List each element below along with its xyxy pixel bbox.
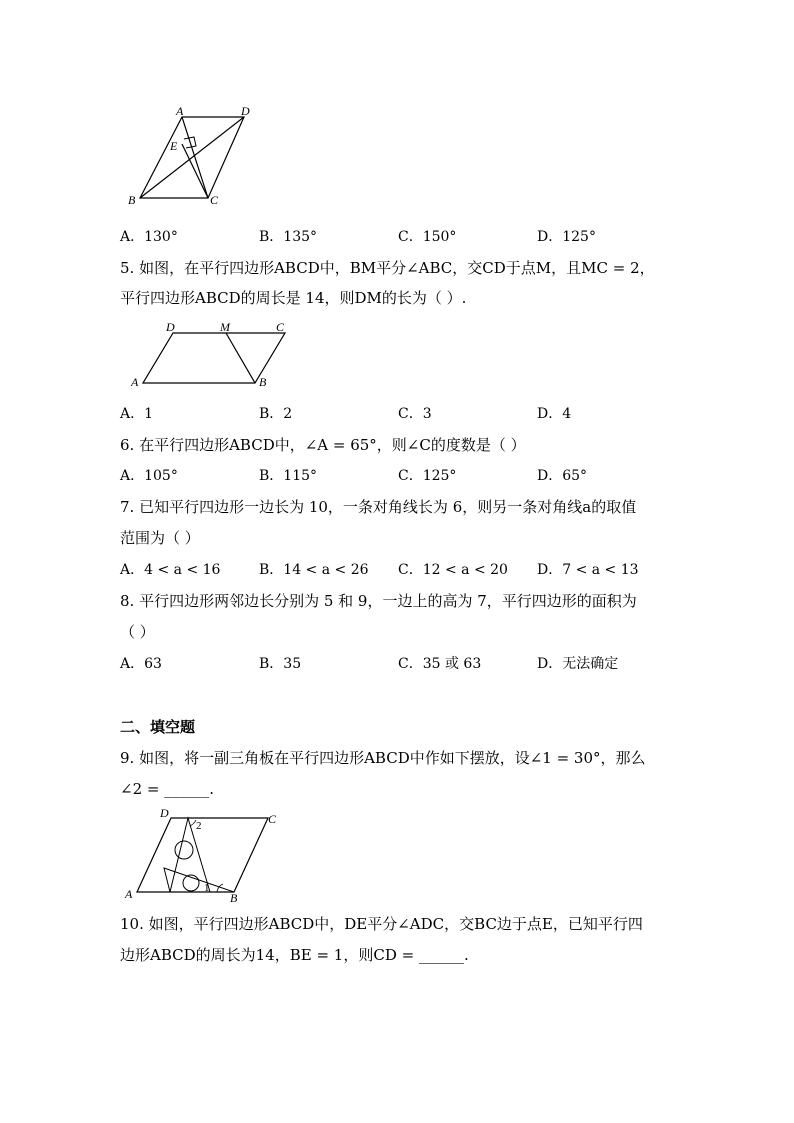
q7-option-a: A．4 < a < 16 [120,562,221,578]
q5-option-d: D．4 [537,406,572,422]
q8-option-d: D．无法确定 [537,656,619,672]
q10-text-line1: 10. 如图，平行四边形ABCD中，DE平分∠ADC，交BC边于点E，已知平行四 [120,915,643,933]
q5-option-a: A．1 [120,406,154,422]
q9-text-line2: ∠2 = ______. [120,780,214,798]
segment-ce [182,144,208,198]
q8-option-a: A．63 [120,656,162,672]
label-C: C [276,320,285,334]
q4-option-a: A．130° [120,229,178,245]
q10-text-line2: 边形ABCD的周长为14，BE = 1，则CD = ______. [120,946,469,964]
segment-ae [182,117,208,198]
section-heading: 二、填空题 [120,718,196,736]
q8-text-line1: 8. 平行四边形两邻边长分别为 5 和 9，一边上的高为 7，平行四边形的面积为 [120,592,637,610]
q7-option-d: D．7 < a < 13 [537,562,639,578]
q8-text-line2: （ ） [120,623,155,641]
diagonal-bd [140,117,244,198]
q7-option-c: C．12 < a < 20 [398,562,508,578]
label-C: C [268,812,277,826]
angle-label-1: 1 [204,882,210,894]
label-A: A [176,104,184,118]
label-E: E [170,139,178,153]
q7-text-line1: 7. 已知平行四边形一边长为 10，一条对角线长为 6，则另一条对角线a的取值 [120,498,637,516]
q5-option-c: C．3 [398,406,432,422]
label-B: B [259,375,267,389]
q5-option-b: B．2 [259,406,293,422]
angle-label-2: 2 [196,820,202,832]
q6-option-a: A．105° [120,468,178,484]
label-B: B [230,891,238,905]
q5-text-line2: 平行四边形ABCD的周长是 14，则DM的长为（ ）. [120,289,467,307]
figure-q5 [128,318,298,393]
q6-option-c: C．125° [398,468,457,484]
figure-q4 [120,100,280,210]
q9-text-line1: 9. 如图，将一副三角板在平行四边形ABCD中作如下摆放，设∠1 = 30°，那么 [120,749,646,767]
q7-text-line2: 范围为（ ） [120,529,200,547]
q8-option-b: B．35 [259,656,302,672]
q6-text-line1: 6. 在平行四边形ABCD中，∠A = 65°，则∠C的度数是（ ） [120,436,526,454]
q7-option-b: B．14 < a < 26 [259,562,369,578]
q8-option-c: C．35 或 63 [398,656,482,672]
label-A: A [125,887,133,901]
q4-option-d: D．125° [537,229,596,245]
label-M: M [220,320,230,334]
q5-text-line1: 5. 如图，在平行四边形ABCD中，BM平分∠ABC，交CD于点M，且MC = 2， [120,259,655,277]
label-A: A [131,375,139,389]
label-C: C [210,193,219,207]
q4-option-b: B．135° [259,229,318,245]
label-D: D [241,104,250,118]
label-D: D [166,320,175,334]
segment-bm [226,333,255,383]
q4-option-c: C．150° [398,229,457,245]
ruler-hole-1 [175,841,193,859]
triangle-ruler-2 [164,868,234,892]
figure-q9 [120,806,290,906]
label-D: D [160,806,169,820]
q6-option-d: D．65° [537,468,588,484]
q6-option-b: B．115° [259,468,318,484]
label-B: B [128,193,136,207]
